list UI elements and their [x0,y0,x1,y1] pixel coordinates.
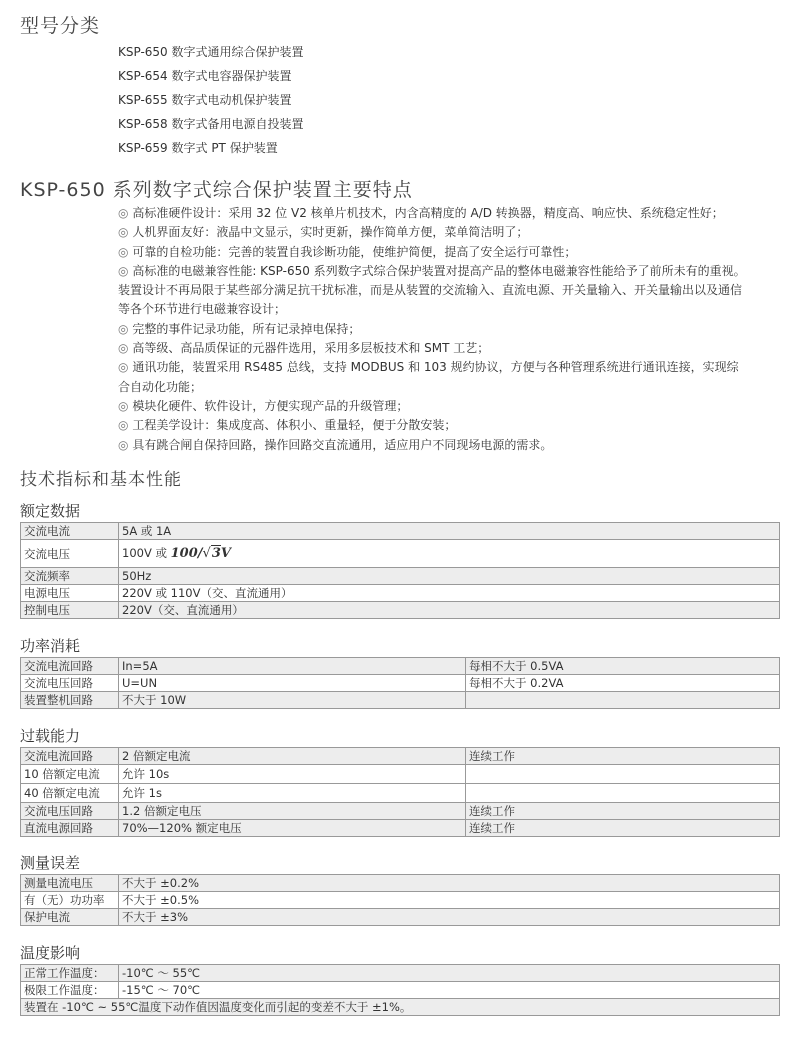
table-row [21,892,780,909]
feature-line [118,358,786,377]
feature-line [118,223,786,242]
rated-label: 交流电压 [21,540,119,568]
feature-line [118,436,786,455]
rated-value: 220V（交、直流通用） [119,602,780,619]
overload-title: 过载能力 [20,727,81,745]
table-cell: 每相不大于 0.2VA [466,675,780,692]
feature-text: 装置设计不再局限于某些部分满足抗干扰标准，而是从装置的交流输入、直流电源、开关量输入、开关量输出以及通信 [118,283,743,298]
power-title: 功率消耗 [20,637,81,655]
table-cell: In=5A [119,658,466,675]
overload-table [20,747,780,837]
feature-line [118,281,786,300]
table-cell [466,784,780,803]
table-cell: 允许 10s [119,765,466,784]
table-cell: -10℃ ～ 55℃ [119,965,780,982]
rated-value-cell [119,540,780,568]
table-cell: 连续工作 [466,803,780,820]
features-title: KSP-650 系列数字式综合保护装置主要特点 [20,179,413,201]
table-row [21,540,780,568]
table-cell: 有（无）功功率 [21,892,119,909]
rated-value: 50Hz [119,568,780,585]
bullet-icon: ◎ [118,360,129,375]
table-cell: 连续工作 [466,748,780,765]
model-item: KSP-655 数字式电动机保护装置 [118,93,292,107]
table-row [21,602,780,619]
feature-text: 模块化硬件、软件设计，方便实现产品的升级管理； [132,398,409,413]
table-row [21,999,780,1016]
feature-text: 合自动化功能； [118,379,203,394]
temperature-note: 装置在 -10℃ ~ 55℃温度下动作值因温度变化而引起的变差不大于 ±1%。 [21,999,780,1016]
feature-line [118,416,786,435]
table-cell: 每相不大于 0.5VA [466,658,780,675]
table-row [21,820,780,837]
error-table [20,874,780,926]
rated-label: 控制电压 [21,602,119,619]
table-cell: 交流电流回路 [21,748,119,765]
table-cell: 保护电流 [21,909,119,926]
feature-text: 高标准硬件设计：采用 32 位 V2 核单片机技术，内含高精度的 A/D 转换器，精度高、响应快、系统稳定性好； [132,206,724,220]
table-row [21,675,780,692]
table-cell: 极限工作温度： [21,982,119,999]
model-item: KSP-654 数字式电容器保护装置 [118,69,292,83]
model-item: KSP-650 数字式通用综合保护装置 [118,45,304,59]
bullet-icon: ◎ [118,341,129,356]
table-row [21,784,780,803]
table-row [21,965,780,982]
table-cell: 不大于 ±0.2% [119,875,780,892]
table-row [21,585,780,602]
feature-line [118,204,786,223]
rated-value: 100V 或 [122,546,167,560]
table-row [21,692,780,709]
feature-line [118,262,786,281]
feature-line [118,339,786,358]
model-item: KSP-659 数字式 PT 保护装置 [118,141,278,155]
table-cell: U=UN [119,675,466,692]
bullet-icon: ◎ [118,263,129,278]
feature-line [118,320,786,339]
feature-text: 通讯功能，装置采用 RS485 总线，支持 MODBUS 和 103 规约协议，方便与各种管理系统进行通讯连接，实现综 [132,360,739,375]
bullet-icon: ◎ [118,206,129,220]
table-cell: 1.2 倍额定电压 [119,803,466,820]
table-cell [466,765,780,784]
table-cell: 连续工作 [466,820,780,837]
feature-text: 具有跳合闸自保持回路，操作回路交直流通用，适应用户不同现场电源的需求。 [132,437,553,452]
table-cell: 不大于 ±0.5% [119,892,780,909]
feature-text: 高标准的电磁兼容性能: KSP-650 系列数字式综合保护装置对提高产品的整体电磁兼容性能给予了前所未有的重视。 [132,263,746,278]
table-cell: 装置整机回路 [21,692,119,709]
table-row [21,765,780,784]
table-cell [466,692,780,709]
table-cell: -15℃ ～ 70℃ [119,982,780,999]
rated-label: 电源电压 [21,585,119,602]
table-cell: 交流电压回路 [21,675,119,692]
temperature-title: 温度影响 [20,944,81,962]
rated-table [20,522,780,619]
bullet-icon: ◎ [118,398,129,413]
table-cell: 2 倍额定电流 [119,748,466,765]
formula-numerator: 100/ [170,546,203,561]
temperature-table [20,964,780,1016]
table-cell: 交流电流回路 [21,658,119,675]
specs-title: 技术指标和基本性能 [20,470,182,490]
feature-text: 可靠的自检功能：完善的装置自我诊断功能，使维护简便，提高了安全运行可靠性； [132,244,577,259]
formula-unit: V [220,546,231,561]
table-row [21,803,780,820]
model-item: KSP-658 数字式备用电源自投装置 [118,117,304,131]
table-row [21,875,780,892]
sqrt-symbol: √ [202,546,211,561]
bullet-icon: ◎ [118,437,129,452]
table-cell: 交流电压回路 [21,803,119,820]
table-cell: 70%—120% 额定电压 [119,820,466,837]
bullet-icon: ◎ [118,321,129,336]
models-title: 型号分类 [20,15,101,37]
rated-label: 交流电流 [21,523,119,540]
table-row [21,748,780,765]
table-cell: 10 倍额定电流 [21,765,119,784]
rated-value: 5A 或 1A [119,523,780,540]
feature-text: 高等级、高品质保证的元器件选用，采用多层板技术和 SMT 工艺； [132,341,490,356]
feature-line [118,243,786,262]
table-cell: 不大于 ±3% [119,909,780,926]
feature-text: 工程美学设计：集成度高、体积小、重量轻，便于分散安装； [132,418,457,433]
feature-line [118,300,786,319]
feature-text: 等各个环节进行电磁兼容设计； [118,302,287,317]
table-row [21,523,780,540]
power-table [20,657,780,709]
bullet-icon: ◎ [118,225,129,240]
table-row [21,568,780,585]
table-cell: 正常工作温度： [21,965,119,982]
table-cell: 不大于 10W [119,692,466,709]
features-list [118,204,786,455]
table-cell: 直流电源回路 [21,820,119,837]
table-row [21,982,780,999]
voltage-formula [171,545,231,561]
table-row [21,909,780,926]
feature-text: 人机界面友好：液晶中文显示，实时更新，操作简单方便，菜单简洁明了； [132,225,529,240]
rated-value: 220V 或 110V（交、直流通用） [119,585,780,602]
table-cell: 允许 1s [119,784,466,803]
model-list [118,40,304,160]
feature-line [118,397,786,416]
table-cell: 40 倍额定电流 [21,784,119,803]
feature-text: 完整的事件记录功能，所有记录掉电保持； [132,321,361,336]
bullet-icon: ◎ [118,244,129,259]
rated-title: 额定数据 [20,502,81,520]
table-row [21,658,780,675]
bullet-icon: ◎ [118,418,129,433]
rated-label: 交流频率 [21,568,119,585]
formula-radicand: 3 [211,546,221,561]
error-title: 测量误差 [20,854,81,872]
feature-line [118,378,786,397]
table-cell: 测量电流电压 [21,875,119,892]
